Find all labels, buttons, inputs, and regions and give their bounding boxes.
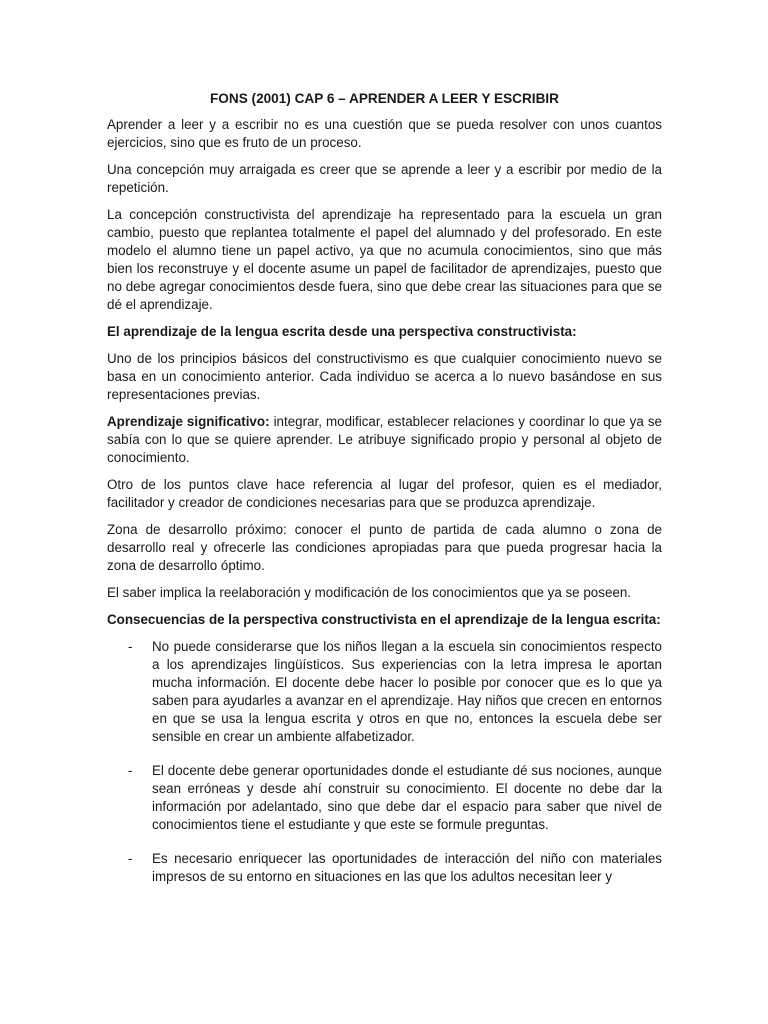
significant-learning-paragraph bbox=[107, 413, 662, 467]
list-item-text: El docente debe generar oportunidades donde el estudiante dé sus nociones, aunque sean erróneas y desde ahí construir su conocimiento. El docente no debe dar la información por adelantado, sino que debe dar el espacio para saber que nivel de conocimientos tiene el estudiante y que este se formule preguntas. bbox=[152, 763, 662, 832]
document-title: FONS (2001) CAP 6 – APRENDER A LEER Y ESCRIBIR bbox=[210, 91, 559, 106]
section-heading-consequences: Consecuencias de la perspectiva constructivista en el aprendizaje de la lengua escrita: bbox=[107, 612, 661, 627]
list-item bbox=[107, 850, 662, 886]
bullet-marker: - bbox=[128, 851, 133, 866]
intro-paragraph-1: Aprender a leer y a escribir no es una cuestión que se pueda resolver con unos cuantos ejercicios, sino que es fruto de un proceso. bbox=[107, 117, 662, 150]
teacher-role-paragraph: Otro de los puntos clave hace referencia al lugar del profesor, quien es el mediador, facilitador y creador de condiciones necesarias para que se produzca aprendizaje. bbox=[107, 477, 662, 510]
bullet-marker: - bbox=[128, 639, 133, 654]
section-heading-constructivist: El aprendizaje de la lengua escrita desde una perspectiva constructivista: bbox=[107, 324, 577, 339]
list-item bbox=[107, 762, 662, 834]
knowledge-paragraph: El saber implica la reelaboración y modificación de los conocimientos que ya se poseen. bbox=[107, 585, 632, 600]
bullet-marker: - bbox=[128, 763, 133, 778]
intro-paragraph-3: La concepción constructivista del aprendizaje ha representado para la escuela un gran cambio, puesto que replantea totalmente el papel del alumnado y del profesorado. En este modelo el alumno tiene un papel activo, ya que no acumula conocimientos, sino que más bien los reconstruye y el docente asume un papel de facilitador de aprendizajes, puesto que no debe agregar conocimientos desde fuera, sino que debe crear las situaciones para que se dé el aprendizaje. bbox=[107, 207, 662, 312]
proximal-zone-paragraph: Zona de desarrollo próximo: conocer el punto de partida de cada alumno o zona de desarrollo real y ofrecerle las condiciones apropiadas para que pueda progresar hacia la zona de desarrollo óptimo. bbox=[107, 522, 662, 573]
principles-paragraph: Uno de los principios básicos del constructivismo es que cualquier conocimiento nuevo se basa en un conocimiento anterior. Cada individuo se acerca a lo nuevo basándose en sus representaciones previas. bbox=[107, 351, 662, 402]
list-item-text: Es necesario enriquecer las oportunidades de interacción del niño con materiales impresos de su entorno en situaciones en las que los adultos necesitan leer y bbox=[152, 851, 662, 884]
document-page bbox=[107, 90, 662, 902]
intro-paragraph-2: Una concepción muy arraigada es creer que se aprende a leer y a escribir por medio de la repetición. bbox=[107, 162, 662, 195]
consequences-list bbox=[107, 638, 662, 886]
significant-learning-text: integrar, modificar, establecer relaciones y coordinar lo que ya se sabía con lo que se quiere aprender. Le atribuye significado propio y personal al objeto de conocimiento. bbox=[107, 414, 662, 465]
list-item-text: No puede considerarse que los niños llegan a la escuela sin conocimientos respecto a los aprendizajes lingüísticos. Sus experiencias con la letra impresa le aportan mucha información. El docente debe hacer lo posible por conocer que es lo que ya saben para ayudarles a avanzar en el aprendizaje. Hay niños que crecen en entornos en que se usa la lengua escrita y otros en que no, entonces la escuela debe ser sensible en crear un ambiente alfabetizador. bbox=[152, 639, 662, 744]
list-item bbox=[107, 638, 662, 746]
significant-learning-label: Aprendizaje significativo: bbox=[107, 414, 270, 429]
